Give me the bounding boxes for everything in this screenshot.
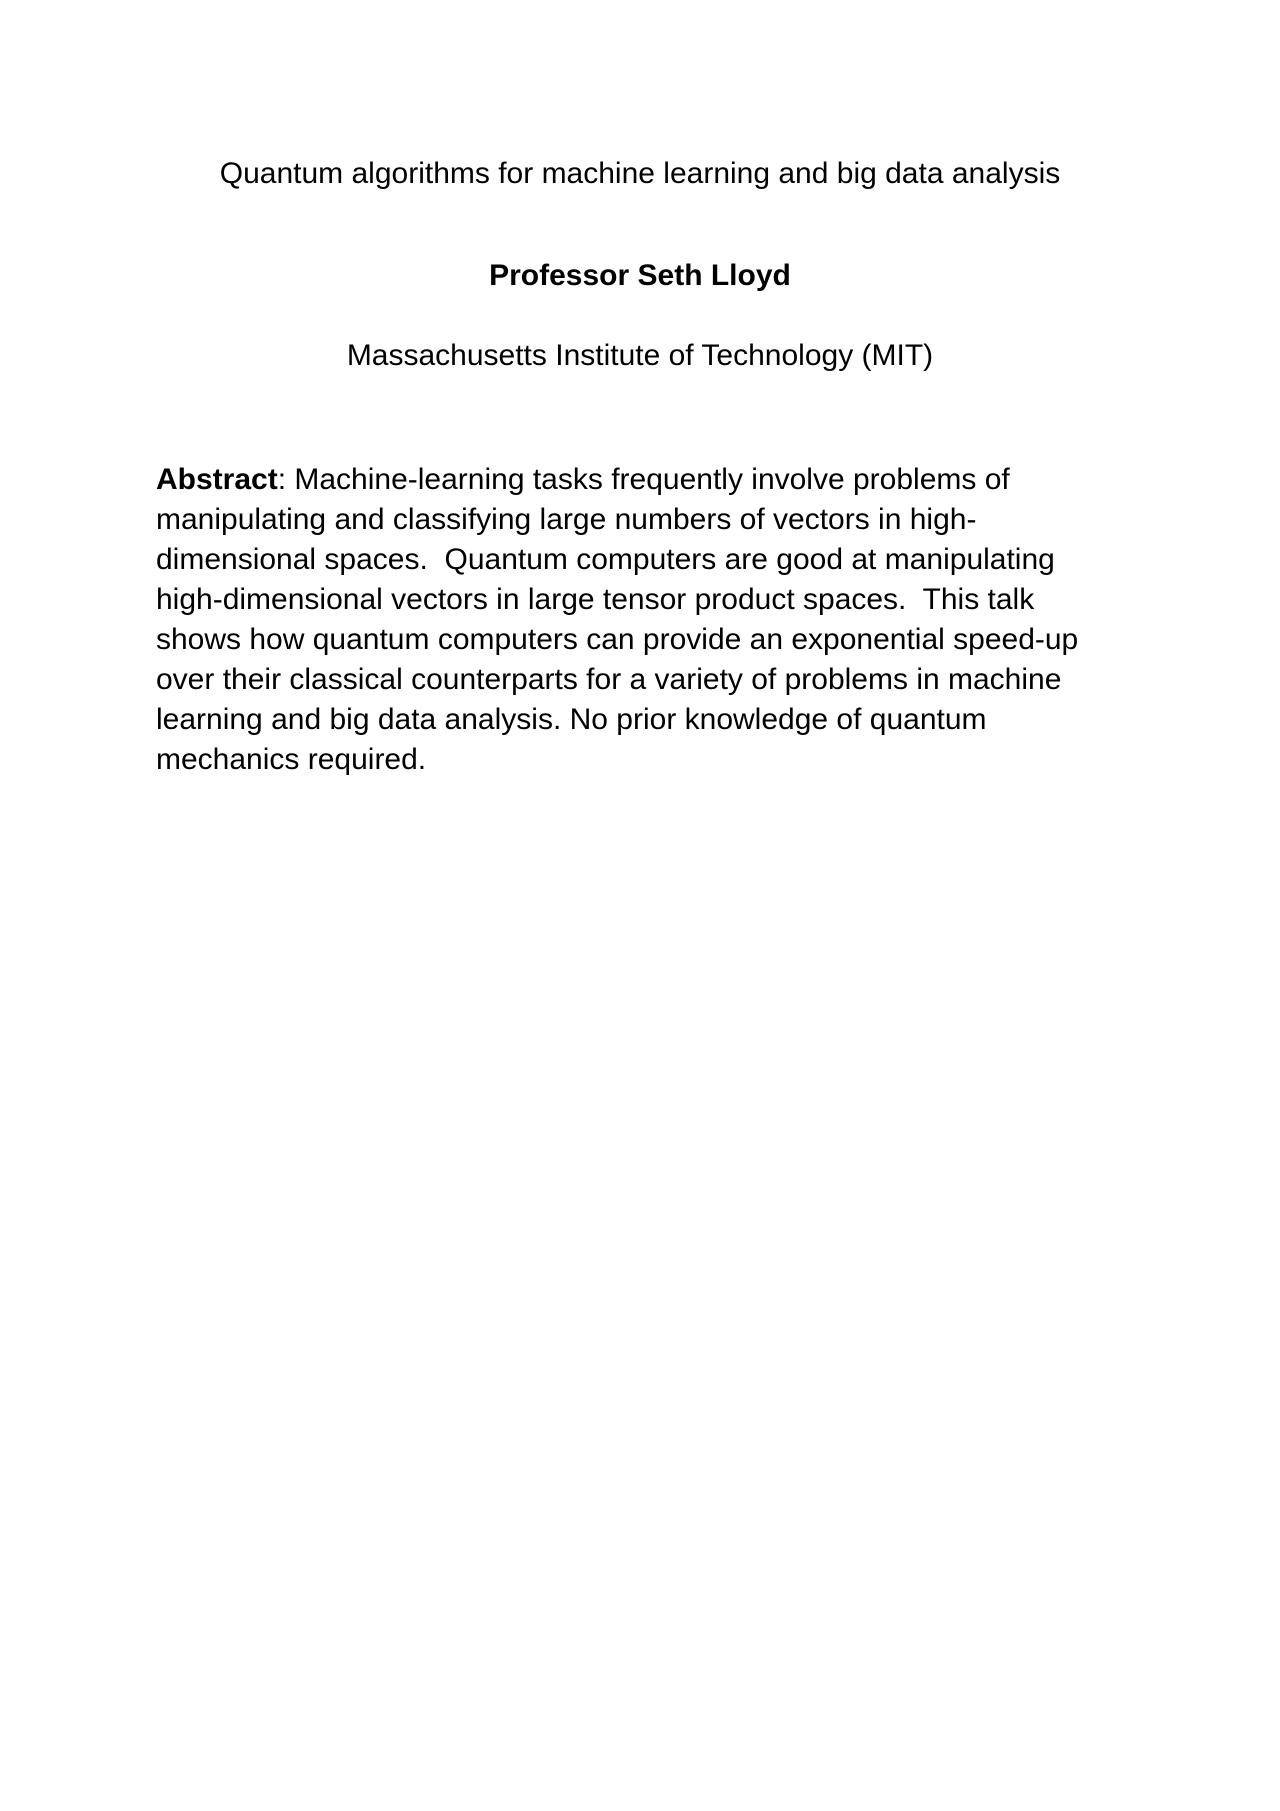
abstract-line-2: manipulating and classifying large numbers of vectors in high-	[156, 503, 977, 536]
author-affiliation: Massachusetts Institute of Technology (MIT)	[346, 339, 934, 372]
abstract-line-5: shows how quantum computers can provide an exponential speed-up	[156, 623, 1079, 656]
abstract-line-3: dimensional spaces. Quantum computers are good at manipulating	[156, 543, 1055, 576]
abstract-label: Abstract	[156, 463, 278, 496]
abstract-line-8: mechanics required.	[156, 743, 427, 776]
abstract-line-1	[156, 460, 1096, 500]
abstract-first-line-text: : Machine-learning tasks frequently involve problems of	[277, 463, 1010, 496]
author-name: Professor Seth Lloyd	[489, 259, 791, 292]
document-title: Quantum algorithms for machine learning and big data analysis	[219, 157, 1061, 190]
abstract-section	[156, 460, 1096, 780]
abstract-line-6: over their classical counterparts for a variety of problems in machine	[156, 663, 1062, 696]
abstract-line-4: high-dimensional vectors in large tensor product spaces. This talk	[156, 583, 1035, 616]
abstract-line-7: learning and big data analysis. No prior knowledge of quantum	[156, 703, 987, 736]
